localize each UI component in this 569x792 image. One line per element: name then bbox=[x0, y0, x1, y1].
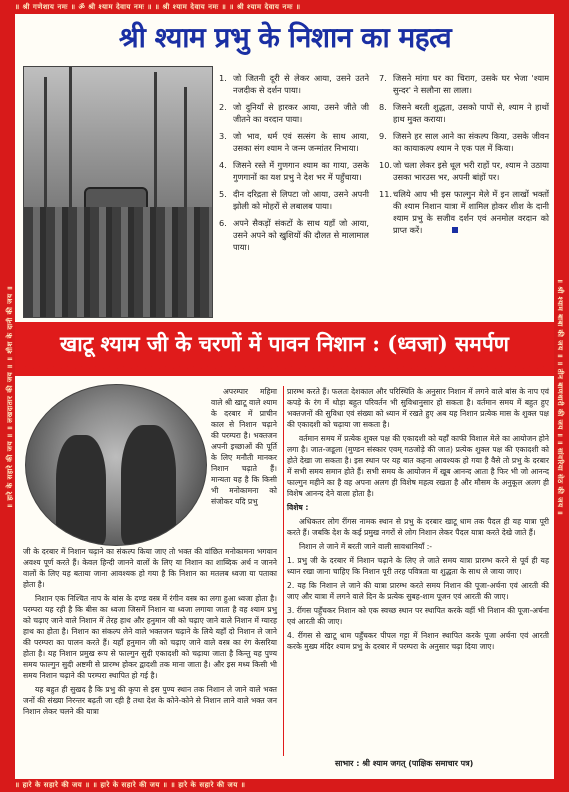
article-page bbox=[15, 14, 554, 779]
section-title: खाटू श्याम जी के चरणों में पावन निशान : (ध्वजा) समर्पण bbox=[60, 331, 509, 356]
importance-list-right bbox=[379, 72, 549, 241]
border-left-text: ॥ हारे के सहारे की जय ॥ ॥ लखदातार की जय ॥ ॥ शीश के दानी की जय ॥ bbox=[6, 285, 14, 509]
list-item: 3. जो भाव, धर्म एवं सत्संग के साथ आया, उसका संग श्याम ने जन्म जन्मांतर निभाया। bbox=[219, 131, 369, 153]
list-item: 4. रींगस से खाटू धाम पहुँचकर पीपल गट्टा में निशान स्थापित करके पूजा अर्चना एवं आरती करके मुख्य मंदिर श्याम प्रभु के दरबार में परम्परा के अनुसार चढ़ा दिया जाए। bbox=[287, 631, 549, 651]
list-item: 5. दीन दरिद्रता से लिपटा जो आया, उसने अपनी झोली को मोहरों से लबालब पाया। bbox=[219, 189, 369, 211]
border-top-text: ॥ श्री गणेशाय नमः ॥ ॐ श्री श्याम देवाय नमः ॥ ॥ श्री श्याम देवाय नमः ॥ ॥ श्री श्याम देवाय नमः ॥ bbox=[15, 3, 301, 11]
list-item: 10. जो चला लेकर इसे धूल भरी राहों पर, श्याम ने उठाया उसका भारउस भर, अपनी बांहों पर। bbox=[379, 160, 549, 182]
list-item: 1. प्रभु जी के दरबार में निशान चढ़ाने के लिए ले जाते समय यात्रा प्रारम्भ करने से पूर्व ही यह ध्यान रखा जाना चाहिए कि निशान पूरी तरह पवित्रता या शुद्धता के साथ ले जाया जाए। bbox=[287, 556, 549, 576]
list-item: 6. अपने सैकड़ों संकटों के साथ यहाँ जो आया, उसने अपने को खुशियों की दौलत से मालामाल पाया। bbox=[219, 218, 369, 252]
article-title: श्री श्याम प्रभु के निशान का महत्व bbox=[118, 21, 452, 54]
list-item: 11. चलिये आप भी इस फाल्गुन मेले में इन लाखों भक्तों की श्याम निशान यात्रा में शामिल होकर शीश के दानी श्याम प्रभु के सजीव दर्शन एवं अनमोल वरदान को प्राप्त करें। bbox=[379, 189, 549, 235]
list-item: 7. जिसने मांगा घर का चिराग, उसके घर भेजा 'श्याम सुन्दर' ने सलौना सा लाला। bbox=[379, 73, 549, 95]
border-right-text: ॥ श्री श्याम बाबा की जय ॥ ॥ तीन बाणधारी की जय ॥ ॥ सांवरिया सेठ की जय ॥ bbox=[556, 278, 564, 516]
column-1-wrap: अपरम्पार महिमा वाले श्री खाटू वाले श्याम के दरबार में प्राचीन काल से निशान चढ़ाने की परम्परा है। भक्तजन अपनी इच्छाओं की पूर्ति के लिए मनौती मानकर निशान चढ़ाते हैं। मान्यता यह है कि किसी भी मनोकामना को संजोकर यदि प्रभु bbox=[211, 387, 277, 506]
list-item: 2. यह कि निशान ले जाने की यात्रा प्रारम्भ करते समय निशान की पूजा-अर्चना एवं आरती की जाए और यात्रा में लगने वाले दिन के प्रत्येक सुबह-शाम पूजन एवं आरती की जाए। bbox=[287, 581, 549, 601]
list-item: 3. रींगस पहुँचकर निशान को एक स्वच्छ स्थान पर स्थापित करके वहीं भी निशान की पूजा-अर्चना एवं आरती की जाए। bbox=[287, 606, 549, 626]
end-mark-icon bbox=[452, 227, 458, 233]
cautions-heading: निशान ले जाने में बरती जाने वाली सावधानियाँ :- bbox=[299, 542, 433, 551]
devotees-photo bbox=[25, 384, 207, 546]
importance-list-left bbox=[219, 72, 369, 258]
list-item: 8. जिसने बरती शुद्धता, उसको पापों से, श्याम ने हाथों हाथ मुक्त कराया। bbox=[379, 102, 549, 124]
border-bottom-text: ॥ हारे के सहारे की जय ॥ ॥ हारे के सहारे की जय ॥ ॥ हारे के सहारे की जय ॥ bbox=[15, 781, 246, 789]
list-item: 2. जो दुनियाँ से हारकर आया, उसने जीते जी जीतने का वरदान पाया। bbox=[219, 102, 369, 124]
list-item: 9. जिसने हर साल आने का संकल्प किया, उसके जीवन का कायाकल्प श्याम ने एक पल में किया। bbox=[379, 131, 549, 153]
source-credit: साभार : श्री श्याम जगत् (पाक्षिक समाचार पत्र) bbox=[335, 759, 474, 768]
column-2: प्रारम्भ करते हैं। फलतः देशकाल और परिस्थिति के अनुसार निशान में लगने वाले बांस के नाप एवं कपड़े के रंग में थोड़ा बहुत परिवर्तन भी सुविधानुसार हो सकता है। वर्तमान समय में बहुत हुए भक्तजनों की सुविधा एवं संख्या को ध्यान में रखते हुए अब यह निशान प्रत्येक मास के शुक्ल पक्ष की एकादशी को चढ़ाया जा सकता है। वर्तमान समय में प्रत्येक शुक्ल पक्ष की एकादशी को यहाँ काफी विशाल मेले का आयोजन होने लगा है। जात-जडूला (मुण्डन संस्कार एवम् गठजोड़े की जात) प्रत्येक शुक्ल पक्ष की एकादशी को होते देखा जा सकता है। इस स्थान पर यह बात कहना आवश्यक हो गया है वैसे तो प्रभु के दरबार में सभी समय समान होते हैं। सभी समय के आयोजन में खूब आनन्द आता है फिर भी जो आनन्द फाल्गुन महीने का है वह अपना अलग ही विशेष महत्व रखता है और मौसम के अनुकूल अलग ही विशेष आनन्द देने वाला होता है। विशेष : अधिकतर लोग रींगस नामक स्थान से प्रभु के दरबार खाटू धाम तक पैदल ही यह यात्रा पूरी करते हैं। जबकि देश के कई प्रमुख नगरों से लोग निशान लेकर पैदल यात्रा करते देखे जाते हैं। निशान ले जाने में बरती जाने वाली सावधानियाँ :- 1. प्रभु जी के दरबार में निशान चढ़ाने के लिए ले जाते समय यात्रा प्रारम्भ करने से पूर्व ही यह ध्यान रखा जाना चाहिए कि निशान पूरी तरह पवित्रता या शुद्धता के साथ ले जाया जाए। 2. यह कि निशान ले जाने की यात्रा प्रारम्भ करते समय निशान की पूजा-अर्चना एवं आरती की जाए और यात्रा में लगने वाले दिन के प्रत्येक सुबह-शाम पूजन एवं आरती की जाए। 3. रींगस पहुँचकर निशान को एक स्वच्छ स्थान पर स्थापित करके वहीं भी निशान की पूजा-अर्चना एवं आरती की जाए। 4. रींगस से खाटू धाम पहुँचकर पीपल गट्टा में निशान स्थापित करके पूजा अर्चना एवं आरती करके मुख्य मंदिर श्याम प्रभु के दरबार में परम्परा के अनुसार चढ़ा दिया जाए। bbox=[287, 387, 549, 651]
section-banner bbox=[15, 322, 554, 376]
list-item: 4. जिसने रस्ते में गुणगान श्याम का गाया, उसके गुणगानों का यश प्रभु ने देश भर में पहुँचाया। bbox=[219, 160, 369, 182]
special-heading: विशेष : bbox=[287, 503, 309, 512]
column-1: जी के दरबार में निशान चढ़ाने का संकल्प किया जाए तो भक्त की वांछित मनोकामना भगवान अवश्य पूर्ण करते हैं। केवल हिन्दी जानने वालों के लिए या निशान का शाब्दिक अर्थ न जानने वालों के लिए यह बताया जाना आवश्यक हो गया है कि निशान का मतलब ध्वजा या पताका होता है। निशान एक निश्चित नाप के बांस के दण्ड वस्त्र में रंगीन वस्त्र का लगा हुआ ध्वजा होता है। परम्परा यह रही है कि बीस का ध्वजा जिसमें निशान या ध्वजा लगाया जाता है वह श्याम प्रभु को चढ़ाए जाने वाले निशान में तेरह हाथ और हनुमान जी को चढ़ाए जाने वाले निशान में ग्यारह हाथ का होता है। निशान का संकल्प लेने वाले भक्तजन चढ़ाने के लिये यहाँ दो निशान ले जाने की परम्परा का पालन करते हैं। यहाँ हनुमान जी को चढ़ाए जाने वाले वस्त्र का रंग केसरिया होता है। यह निशान प्रमुख रूप से फाल्गुन सुदी एकादशी को चढ़ाया जाता है किन्तु यह पुण्य समय फाल्गुन सुदी अष्टमी से प्रारम्भ होकर द्वादशी तक माना जाता है। और इस मध्य किसी भी समय निशान चढ़ाने की परम्परा स्थापित हो गई है। यह बहुत ही सुखद है कि प्रभु की कृपा से इस पुण्य स्थान तक निशान ले जाने वाले भक्त जनों की संख्या निरन्तर बढ़ती जा रही है तथा देश के कोने-कोने से निशान लाने वाले भक्त जन निशान लेकर चलने की यात्रा bbox=[23, 547, 277, 716]
column-divider bbox=[283, 386, 284, 756]
procession-photo bbox=[23, 66, 213, 318]
list-item: 1. जो जितनी दूरी से लेकर आया, उसने उतने नजदीक से दर्शन पाया। bbox=[219, 73, 369, 95]
